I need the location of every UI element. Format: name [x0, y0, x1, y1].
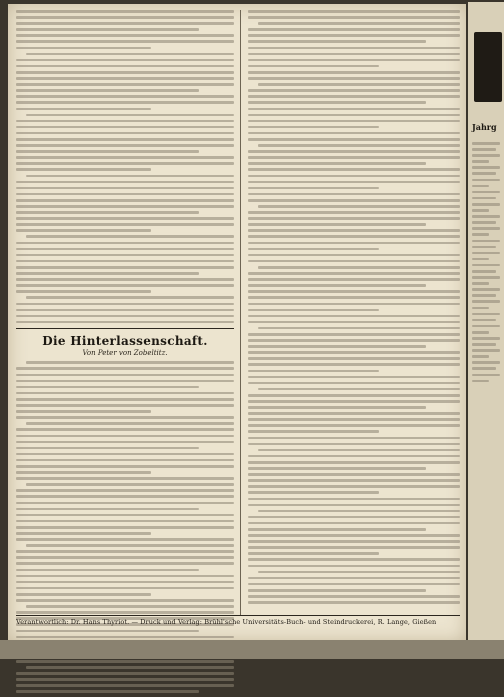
illegible-text-line [472, 148, 496, 151]
illegible-text-line [16, 315, 234, 318]
illegible-text-line [248, 540, 460, 543]
illegible-text-line [248, 16, 460, 19]
illegible-text-line [472, 233, 489, 236]
illegible-text-line [248, 589, 426, 592]
illegible-text-line [16, 416, 234, 419]
illegible-text-line [26, 544, 234, 547]
illegible-text-line [248, 28, 460, 31]
illegible-text-line [248, 53, 460, 56]
adjacent-page-masthead [474, 32, 502, 102]
illegible-text-line [16, 569, 199, 572]
illegible-text-line [472, 160, 489, 163]
illegible-text-line [248, 278, 460, 281]
illegible-text-line [16, 242, 234, 245]
illegible-text-line [472, 172, 496, 175]
illegible-text-line [248, 132, 460, 135]
illegible-text-line [248, 546, 460, 549]
illegible-text-line [248, 120, 460, 123]
illegible-text-line [258, 571, 460, 574]
illegible-text-line [248, 108, 460, 111]
illegible-text-line [472, 343, 496, 346]
illegible-text-line [248, 437, 460, 440]
illegible-text-line [16, 22, 234, 25]
illegible-text-line [472, 179, 500, 182]
illegible-text-line [16, 477, 234, 480]
illegible-text-line [26, 666, 234, 669]
illegible-text-line [248, 175, 460, 178]
illegible-text-line [472, 374, 500, 377]
illegible-text-line [16, 678, 234, 681]
illegible-text-line [248, 400, 460, 403]
illegible-text-line [248, 126, 379, 129]
illegible-text-line [248, 254, 460, 257]
illegible-text-line [16, 272, 199, 275]
illegible-text-line [16, 398, 234, 401]
illegible-text-line [16, 77, 234, 80]
illegible-text-line [248, 370, 379, 373]
illegible-text-line [248, 34, 460, 37]
illegible-text-line [472, 337, 500, 340]
illegible-text-line [16, 575, 234, 578]
illegible-text-line [16, 471, 151, 474]
illegible-text-line [248, 351, 460, 354]
section-rule [16, 328, 234, 329]
illegible-text-line [248, 65, 379, 68]
illegible-text-line [16, 168, 151, 171]
illegible-text-line [16, 428, 234, 431]
illegible-text-line [26, 605, 234, 608]
illegible-text-line [16, 34, 234, 37]
illegible-text-line [16, 162, 234, 165]
illegible-text-line [248, 565, 460, 568]
illegible-text-line [16, 10, 234, 13]
illegible-text-line [26, 114, 234, 117]
illegible-text-line [472, 191, 500, 194]
illegible-text-line [16, 538, 234, 541]
illegible-text-line [16, 386, 199, 389]
illegible-text-line [248, 150, 460, 153]
illegible-text-line [248, 601, 460, 604]
illegible-text-line [248, 229, 460, 232]
illegible-text-line [248, 485, 460, 488]
illegible-text-line [16, 254, 234, 257]
illegible-text-line [248, 363, 460, 366]
page-sheet [8, 4, 466, 642]
illegible-text-line [16, 71, 234, 74]
illegible-text-line [472, 282, 489, 285]
illegible-text-line [472, 221, 496, 224]
illegible-text-line [16, 217, 234, 220]
illegible-text-line [472, 215, 500, 218]
illegible-text-line [472, 209, 489, 212]
illegible-text-line [16, 16, 234, 19]
illegible-text-line [258, 449, 460, 452]
illegible-text-line [16, 303, 234, 306]
illegible-text-line [258, 510, 460, 513]
illegible-text-line [16, 199, 234, 202]
illegible-text-line [16, 144, 234, 147]
illegible-text-line [16, 520, 234, 523]
illegible-text-line [16, 690, 199, 693]
illegible-text-line [248, 211, 460, 214]
illegible-text-line [248, 95, 460, 98]
illegible-text-line [16, 138, 234, 141]
illegible-text-line [472, 142, 500, 145]
illegible-text-line [16, 447, 199, 450]
illegible-text-line [16, 205, 234, 208]
illegible-text-line [472, 307, 489, 310]
illegible-text-line [16, 630, 199, 633]
illegible-text-line [16, 441, 234, 444]
illegible-text-line [26, 175, 234, 178]
illegible-text-line [248, 235, 460, 238]
illegible-text-line [248, 412, 460, 415]
illegible-text-line [248, 71, 460, 74]
illegible-text-line [472, 313, 500, 316]
illegible-text-line [248, 296, 460, 299]
illegible-text-line [16, 636, 234, 639]
illegible-text-line [248, 406, 426, 409]
illegible-text-line [16, 187, 234, 190]
illegible-text-line [16, 404, 234, 407]
illegible-text-line [248, 376, 460, 379]
illegible-text-line [16, 83, 234, 86]
illegible-text-line [16, 278, 234, 281]
article-byline: Von Peter von Zobeltitz. [82, 349, 168, 358]
imprint-line: Verantwortlich: Dr. Hans Thyriot. — Druck und Verlag: Brühl'sche Universitäts-Buch- und Steindruckerei, R. Lange, Gießen [16, 618, 437, 626]
illegible-text-line [16, 532, 151, 535]
illegible-text-line [248, 583, 460, 586]
illegible-text-line [248, 77, 460, 80]
illegible-text-line [16, 260, 234, 263]
illegible-text-line [248, 345, 426, 348]
illegible-text-line [248, 223, 426, 226]
illegible-text-line [248, 138, 460, 141]
adjacent-page-fragment: Jahrg [472, 122, 497, 132]
illegible-text-line [248, 479, 460, 482]
illegible-text-line [248, 290, 460, 293]
illegible-text-line [26, 53, 234, 56]
illegible-text-line [16, 514, 234, 517]
illegible-text-line [16, 495, 234, 498]
illegible-text-line [16, 611, 234, 614]
illegible-text-line [248, 522, 460, 525]
illegible-text-line [248, 40, 426, 43]
illegible-text-line [16, 374, 234, 377]
illegible-text-line [16, 465, 234, 468]
illegible-text-line [248, 577, 460, 580]
illegible-text-line [248, 516, 460, 519]
column-divider [240, 10, 241, 616]
illegible-text-line [248, 181, 460, 184]
illegible-text-line [248, 357, 460, 360]
illegible-text-line [16, 132, 234, 135]
illegible-text-line [248, 193, 460, 196]
illegible-text-line [248, 430, 379, 433]
illegible-text-line [472, 288, 500, 291]
illegible-text-line [16, 65, 234, 68]
illegible-text-line [248, 455, 460, 458]
illegible-text-line [16, 89, 199, 92]
illegible-text-line [16, 95, 234, 98]
binding-edge [0, 640, 504, 659]
illegible-text-line [248, 101, 426, 104]
illegible-text-line [248, 418, 460, 421]
illegible-text-line [16, 101, 234, 104]
adjacent-page-text [472, 142, 500, 386]
illegible-text-line [16, 211, 199, 214]
illegible-text-line [472, 319, 496, 322]
illegible-text-line [16, 321, 234, 324]
illegible-text-line [248, 443, 460, 446]
illegible-text-line [16, 59, 234, 62]
illegible-text-line [16, 593, 151, 596]
illegible-text-line [248, 491, 379, 494]
illegible-text-line [258, 144, 460, 147]
illegible-text-line [16, 120, 234, 123]
illegible-text-line [16, 181, 234, 184]
illegible-text-line [16, 108, 151, 111]
illegible-text-line [16, 502, 234, 505]
illegible-text-line [472, 355, 489, 358]
illegible-text-line [472, 258, 489, 261]
illegible-text-line [248, 187, 379, 190]
illegible-text-line [16, 599, 234, 602]
illegible-text-line [248, 461, 460, 464]
illegible-text-line [248, 467, 426, 470]
illegible-text-line [16, 453, 234, 456]
illegible-text-line [248, 114, 460, 117]
illegible-text-line [248, 217, 460, 220]
illegible-text-line [16, 156, 234, 159]
illegible-text-line [16, 309, 234, 312]
illegible-text-line [258, 266, 460, 269]
illegible-text-line [26, 483, 234, 486]
illegible-text-line [248, 315, 460, 318]
illegible-text-line [248, 303, 460, 306]
illegible-text-line [472, 367, 496, 370]
illegible-text-line [258, 83, 460, 86]
illegible-text-line [16, 284, 234, 287]
illegible-text-line [248, 339, 460, 342]
illegible-text-line [472, 294, 496, 297]
illegible-text-line [26, 235, 234, 238]
illegible-text-line [16, 193, 234, 196]
right-column-text [248, 10, 460, 604]
article-headline: Die Hinterlassenschaft. [42, 334, 208, 349]
illegible-text-line [16, 587, 234, 590]
illegible-text-line [16, 248, 234, 251]
preceding-text-block [16, 10, 234, 323]
illegible-text-line [472, 227, 500, 230]
illegible-text-line [16, 47, 151, 50]
illegible-text-line [26, 296, 234, 299]
illegible-text-line [16, 380, 234, 383]
illegible-text-line [472, 185, 489, 188]
illegible-text-line [16, 489, 234, 492]
illegible-text-line [248, 59, 460, 62]
illegible-text-line [16, 459, 234, 462]
imprint-rule [16, 615, 460, 616]
illegible-text-line [248, 321, 460, 324]
illegible-text-line [16, 392, 234, 395]
illegible-text-line [248, 248, 379, 251]
illegible-text-line [472, 240, 500, 243]
illegible-text-line [248, 552, 379, 555]
left-column [16, 10, 234, 697]
illegible-text-line [248, 333, 460, 336]
illegible-text-line [248, 47, 460, 50]
illegible-text-line [472, 252, 500, 255]
illegible-text-line [258, 22, 460, 25]
right-column [248, 10, 460, 607]
illegible-text-line [26, 361, 234, 364]
illegible-text-line [16, 28, 199, 31]
illegible-text-line [472, 276, 500, 279]
illegible-text-line [248, 558, 460, 561]
adjacent-page-strip [468, 2, 504, 659]
illegible-text-line [258, 205, 460, 208]
illegible-text-line [248, 242, 460, 245]
illegible-text-line [26, 422, 234, 425]
illegible-text-line [472, 361, 500, 364]
illegible-text-line [248, 528, 426, 531]
illegible-text-line [248, 89, 460, 92]
illegible-text-line [16, 410, 151, 413]
illegible-text-line [248, 168, 460, 171]
illegible-text-line [16, 562, 234, 565]
illegible-text-line [16, 266, 234, 269]
illegible-text-line [248, 199, 460, 202]
illegible-text-line [16, 290, 151, 293]
illegible-text-line [248, 534, 460, 537]
illegible-text-line [16, 40, 234, 43]
illegible-text-line [16, 435, 234, 438]
illegible-text-line [16, 508, 199, 511]
illegible-text-line [248, 272, 460, 275]
illegible-text-line [472, 166, 500, 169]
illegible-text-line [248, 382, 460, 385]
illegible-text-line [472, 331, 489, 334]
illegible-text-line [248, 309, 379, 312]
illegible-text-line [248, 394, 460, 397]
illegible-text-line [16, 126, 234, 129]
illegible-text-line [472, 246, 496, 249]
illegible-text-line [472, 300, 500, 303]
illegible-text-line [248, 424, 460, 427]
illegible-text-line [248, 162, 426, 165]
illegible-text-line [248, 284, 426, 287]
illegible-text-line [16, 526, 234, 529]
illegible-text-line [16, 556, 234, 559]
illegible-text-line [248, 10, 460, 13]
illegible-text-line [472, 380, 489, 383]
illegible-text-line [16, 223, 234, 226]
illegible-text-line [16, 229, 151, 232]
illegible-text-line [248, 504, 460, 507]
illegible-text-line [472, 264, 500, 267]
illegible-text-line [16, 581, 234, 584]
illegible-text-line [258, 327, 460, 330]
illegible-text-line [16, 150, 199, 153]
illegible-text-line [248, 260, 460, 263]
illegible-text-line [248, 595, 460, 598]
illegible-text-line [472, 349, 500, 352]
illegible-text-line [248, 156, 460, 159]
illegible-text-line [16, 660, 234, 663]
illegible-text-line [472, 325, 500, 328]
illegible-text-line [16, 684, 234, 687]
illegible-text-line [16, 550, 234, 553]
illegible-text-line [16, 672, 234, 675]
illegible-text-line [16, 367, 234, 370]
illegible-text-line [248, 498, 460, 501]
illegible-text-line [248, 473, 460, 476]
illegible-text-line [472, 270, 496, 273]
illegible-text-line [472, 154, 500, 157]
illegible-text-line [472, 197, 496, 200]
illegible-text-line [472, 203, 500, 206]
illegible-text-line [258, 388, 460, 391]
